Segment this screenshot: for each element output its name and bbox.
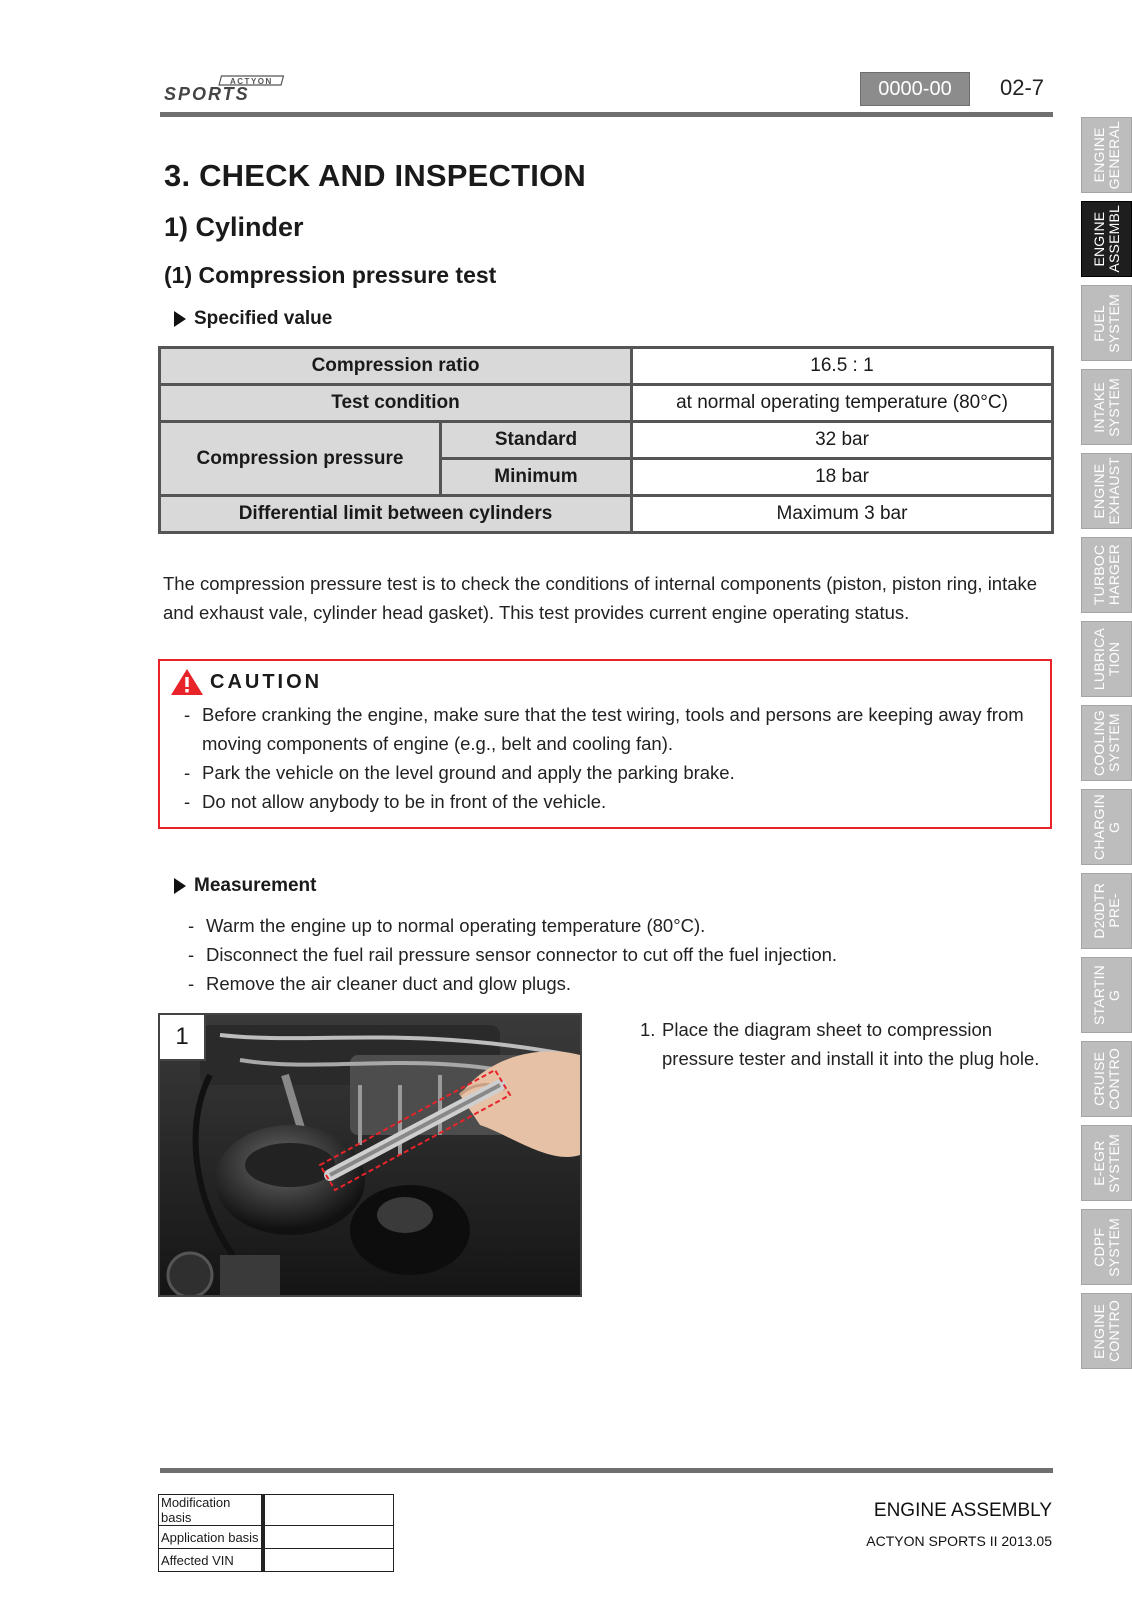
- tab-engine-exhaust[interactable]: [1081, 453, 1132, 529]
- step-instruction: [640, 1015, 1060, 1073]
- subsection-title: (1) Compression pressure test: [164, 262, 497, 288]
- caution-title: CAUTION: [210, 670, 323, 693]
- tab-label: CHARGIN G: [1090, 794, 1122, 860]
- standard-value: 32 bar: [632, 422, 1053, 459]
- section-title: 1) Cylinder: [164, 212, 304, 242]
- tab-label: ENGINE ASSEMBL: [1090, 205, 1122, 273]
- list-item: - Before cranking the engine, make sure that the test wiring, tools and persons are keeping away from moving components of engine (e.g., belt and cooling fan).: [184, 700, 1034, 758]
- tab-starting[interactable]: [1081, 957, 1132, 1033]
- list-item: [640, 1015, 1060, 1073]
- table-row: [160, 422, 1053, 459]
- tab-label: CRUISE CONTRO: [1090, 1048, 1122, 1110]
- tab-engine-general[interactable]: [1081, 117, 1132, 193]
- list-item: - Warm the engine up to normal operating temperature (80°C).: [188, 911, 1038, 940]
- tab-e-egr-system[interactable]: [1081, 1125, 1132, 1201]
- tab-lubrication[interactable]: [1081, 621, 1132, 697]
- minimum-value: 18 bar: [632, 459, 1053, 496]
- compression-ratio-value: 16.5 : 1: [632, 348, 1053, 385]
- tab-label: INTAKE SYSTEM: [1090, 377, 1122, 437]
- actyon-sports-logo: [160, 74, 290, 104]
- table-row: [160, 348, 1053, 385]
- measurement-label: Measurement: [194, 875, 317, 896]
- list-item: - Remove the air cleaner duct and glow plugs.: [188, 969, 1038, 998]
- tab-cdpf-system[interactable]: [1081, 1209, 1132, 1285]
- application-basis-value: [263, 1526, 394, 1549]
- caution-item-text: Park the vehicle on the level ground and apply the parking brake.: [202, 762, 735, 783]
- footer-model: ACTYON SPORTS II 2013.05: [866, 1533, 1052, 1549]
- measurement-item-text: Warm the engine up to normal operating temperature (80°C).: [206, 915, 706, 936]
- page-title: 3. CHECK AND INSPECTION: [164, 158, 586, 193]
- tab-d20dtr-pre[interactable]: [1081, 873, 1132, 949]
- engine-photo: [158, 1013, 582, 1297]
- tab-label: ENGINE GENERAL: [1090, 120, 1122, 190]
- figure-number: 1: [160, 1015, 206, 1061]
- tab-fuel-system[interactable]: [1081, 285, 1132, 361]
- modification-basis-label: Modification basis: [159, 1495, 264, 1526]
- specified-value-label: Specified value: [194, 308, 333, 329]
- tab-label: D20DTR PRE-: [1090, 883, 1122, 939]
- table-row: [159, 1526, 394, 1549]
- logo-text-main: SPORTS: [164, 84, 250, 104]
- compression-pressure-label: Compression pressure: [160, 422, 441, 496]
- affected-vin-value: [263, 1549, 394, 1572]
- warning-triangle-icon: [170, 667, 204, 697]
- logo-text-top: ACTYON: [230, 77, 273, 86]
- affected-vin-label: Affected VIN: [159, 1549, 264, 1572]
- intro-paragraph: The compression pressure test is to check the conditions of internal components (piston, piston ring, intake and exhaust vale, cylinder head gasket). This test provides current engine operating status.: [163, 573, 1038, 623]
- tab-label: ENGINE CONTRO: [1090, 1300, 1122, 1362]
- tab-label: STARTIN G: [1090, 965, 1122, 1025]
- differential-limit-label: Differential limit between cylinders: [160, 496, 632, 533]
- spec-table: [158, 346, 1054, 534]
- tab-engine-control[interactable]: [1081, 1293, 1132, 1369]
- tab-label: ENGINE EXHAUST: [1090, 457, 1122, 525]
- tab-cooling-system[interactable]: [1081, 705, 1132, 781]
- triangle-bullet-icon: [174, 878, 186, 894]
- tab-intake-system[interactable]: [1081, 369, 1132, 445]
- measurement-item-text: Disconnect the fuel rail pressure sensor connector to cut off the fuel injection.: [206, 944, 838, 965]
- caution-list: [184, 700, 1034, 816]
- tab-label: COOLING SYSTEM: [1090, 710, 1122, 776]
- measurement-item-text: Remove the air cleaner duct and glow plugs.: [206, 973, 572, 994]
- test-condition-label: Test condition: [160, 385, 632, 422]
- triangle-bullet-icon: [174, 311, 186, 327]
- standard-label: Standard: [441, 422, 632, 459]
- minimum-label: Minimum: [441, 459, 632, 496]
- tab-cruise-control[interactable]: [1081, 1041, 1132, 1117]
- step-text: Place the diagram sheet to compression pressure tester and install it into the plug hole.: [662, 1019, 1040, 1069]
- measurement-heading: [174, 875, 317, 897]
- tab-label: TURBOC HARGER: [1090, 544, 1122, 606]
- table-row: [159, 1495, 394, 1526]
- list-item: - Park the vehicle on the level ground and apply the parking brake.: [184, 758, 1034, 787]
- tab-engine-assembly[interactable]: [1081, 201, 1132, 277]
- footer-section-name: ENGINE ASSEMBLY: [873, 1500, 1052, 1521]
- tab-label: LUBRICA TION: [1090, 627, 1122, 691]
- tab-turbocharger[interactable]: [1081, 537, 1132, 613]
- caution-heading: [170, 667, 322, 697]
- engine-photo-illustration: [160, 1015, 580, 1295]
- modification-basis-value: [263, 1495, 394, 1526]
- test-condition-value: at normal operating temperature (80°C): [632, 385, 1053, 422]
- footer-divider: [160, 1468, 1053, 1473]
- specified-value-heading: [174, 308, 332, 330]
- differential-limit-value: Maximum 3 bar: [632, 496, 1053, 533]
- caution-item-text: Before cranking the engine, make sure that the test wiring, tools and persons are keeping away from moving components of engine (e.g., belt and cooling fan).: [202, 704, 1024, 754]
- header-divider: [160, 112, 1053, 117]
- compression-ratio-label: Compression ratio: [160, 348, 632, 385]
- measurement-list: [188, 911, 1038, 998]
- section-code-badge: 0000-00: [860, 72, 970, 106]
- tab-label: FUEL SYSTEM: [1090, 293, 1122, 353]
- table-row: [159, 1549, 394, 1572]
- table-row: [160, 385, 1053, 422]
- caution-item-text: Do not allow anybody to be in front of the vehicle.: [202, 791, 607, 812]
- list-item: - Do not allow anybody to be in front of the vehicle.: [184, 787, 1034, 816]
- table-row: [160, 496, 1053, 533]
- step-number: 1.: [640, 1019, 656, 1040]
- list-item: - Disconnect the fuel rail pressure sensor connector to cut off the fuel injection.: [188, 940, 1038, 969]
- tab-label: E-EGR SYSTEM: [1090, 1133, 1122, 1193]
- page-number: 02-7: [1000, 75, 1045, 100]
- tab-charging[interactable]: [1081, 789, 1132, 865]
- tab-label: CDPF SYSTEM: [1090, 1217, 1122, 1277]
- application-basis-label: Application basis: [159, 1526, 264, 1549]
- modification-table: [158, 1494, 394, 1572]
